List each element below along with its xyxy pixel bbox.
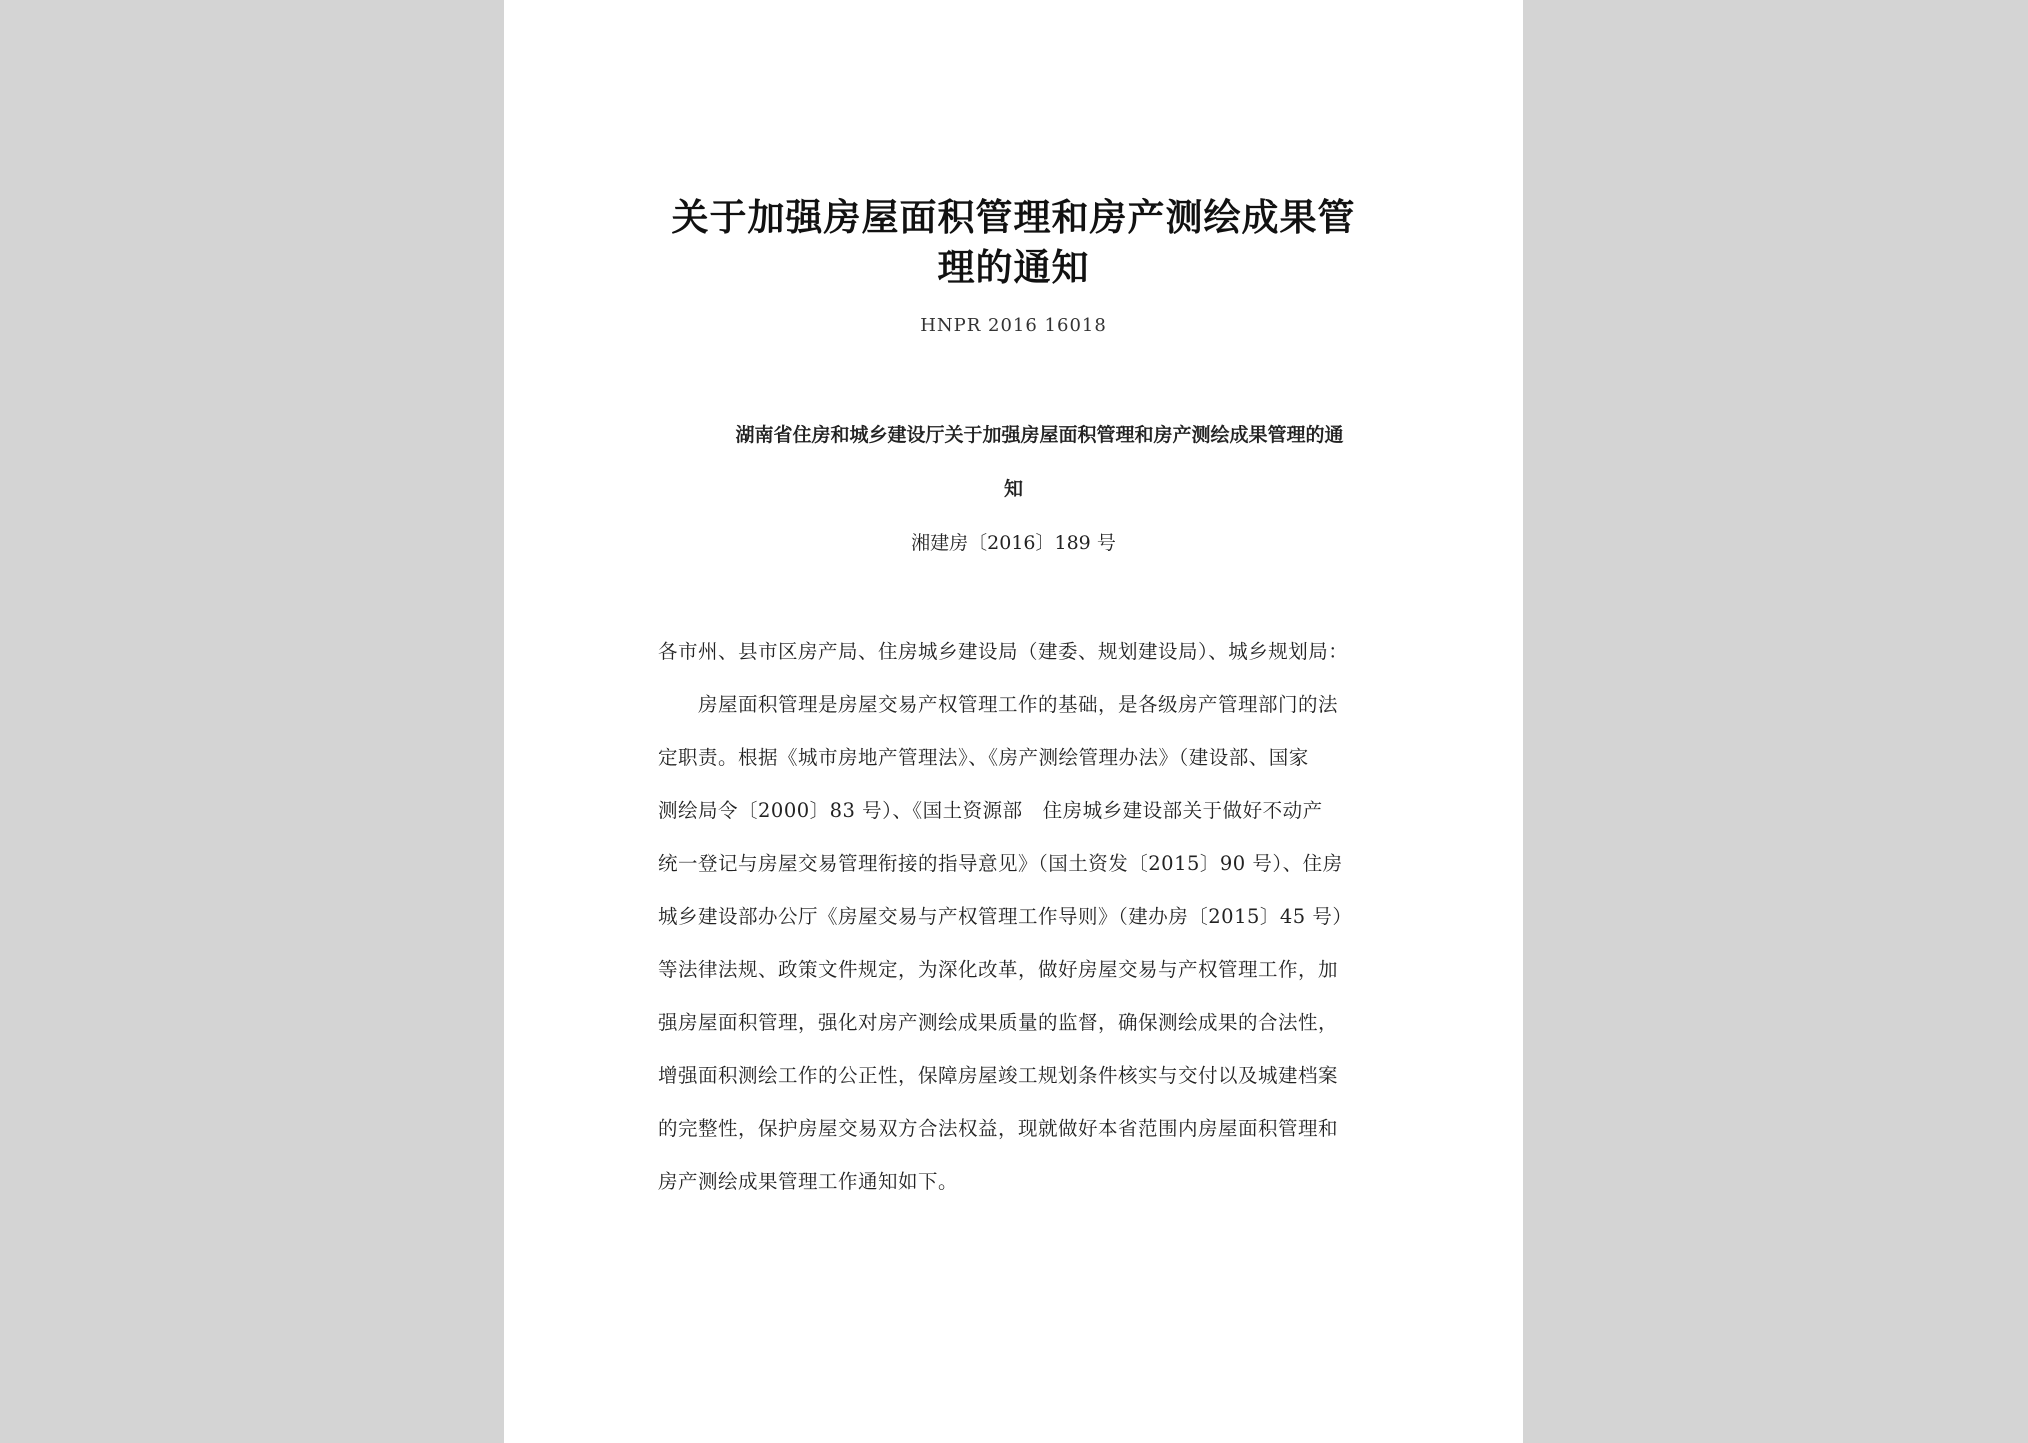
body-line: 定职责。根据《城市房地产管理法》、《房产测绘管理办法》（建设部、国家 [658,746,1309,769]
notice-title-line-2: 知 [1003,478,1023,500]
notice-title-line-1: 湖南省住房和城乡建设厅关于加强房屋面积管理和房产测绘成果管理的通 [735,424,1344,446]
body-line: 的完整性，保护房屋交易双方合法权益，现就做好本省范围内房屋面积管理和 [658,1117,1339,1140]
body-line: 增强面积测绘工作的公正性，保障房屋竣工规划条件核实与交付以及城建档案 [658,1064,1339,1087]
body-line: 房产测绘成果管理工作通知如下。 [658,1170,959,1193]
document-page [504,0,1523,1443]
body-line: 等法律法规、政策文件规定，为深化改革，做好房屋交易与产权管理工作，加 [658,958,1339,981]
document-title-line-2: 理的通知 [937,245,1090,289]
body-line: 城乡建设部办公厅《房屋交易与产权管理工作导则》（建办房〔2015〕45 号） [658,905,1353,928]
body-line: 房屋面积管理是房屋交易产权管理工作的基础，是各级房产管理部门的法 [658,693,1339,716]
document-title-line-1: 关于加强房屋面积管理和房产测绘成果管 [671,195,1356,239]
body-line: 统一登记与房屋交易管理衔接的指导意见》（国土资发〔2015〕90 号）、住房 [658,852,1343,875]
body-line: 测绘局令〔2000〕83 号）、《国土资源部 住房城乡建设部关于做好不动产 [658,799,1323,822]
body-line: 强房屋面积管理，强化对房产测绘成果质量的监督，确保测绘成果的合法性， [658,1011,1339,1034]
issue-number: 湘建房〔2016〕189 号 [911,532,1116,554]
body-line: 各市州、县市区房产局、住房城乡建设局（建委、规划建设局）、城乡规划局： [658,640,1349,663]
document-number: HNPR 2016 16018 [920,315,1107,336]
